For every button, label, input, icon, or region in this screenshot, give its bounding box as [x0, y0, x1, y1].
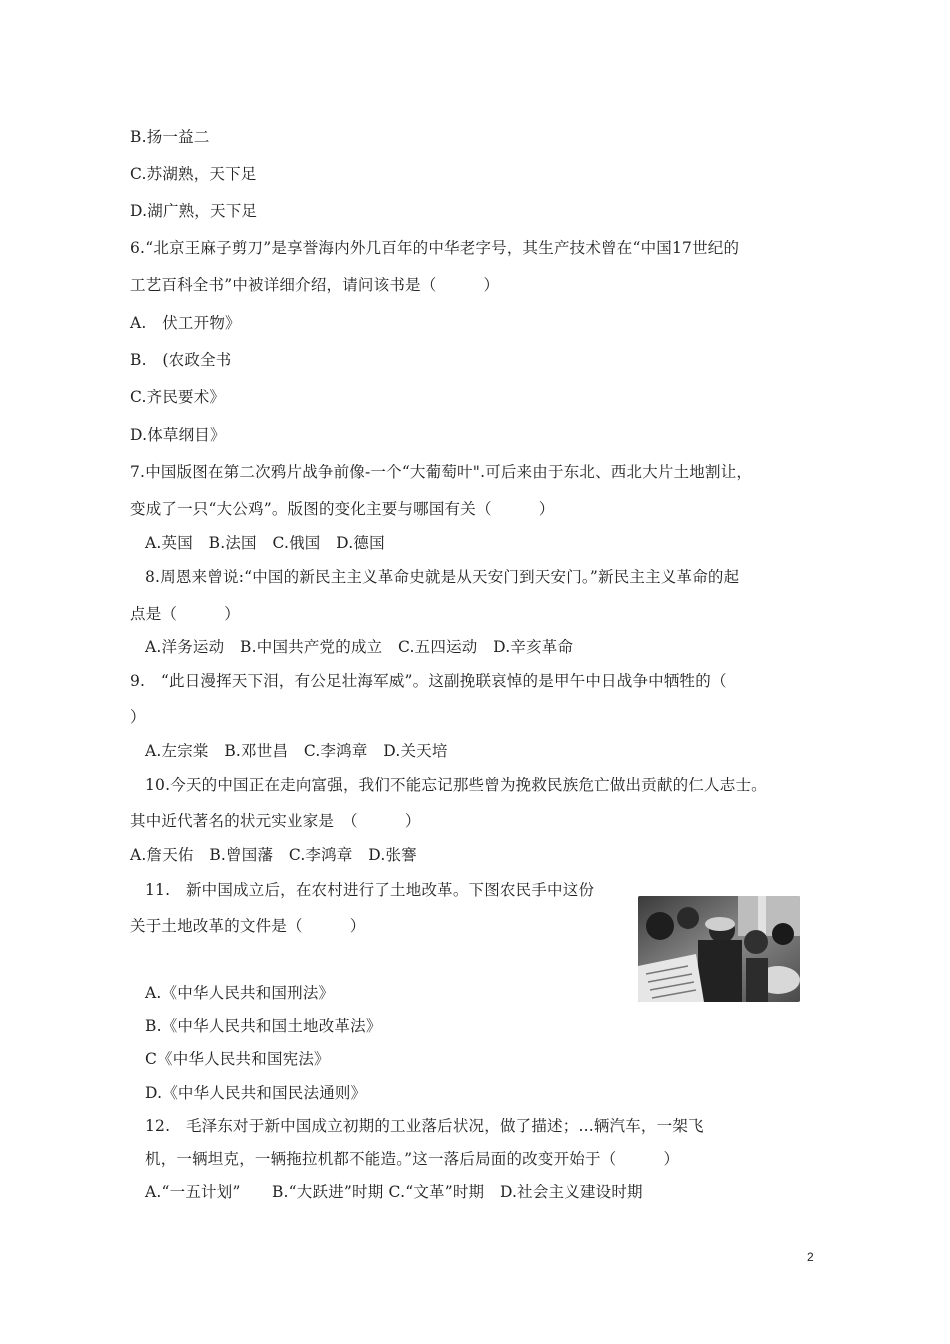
options-9: A.左宗棠 B.邓世昌 C.李鸿章 D.关天培 — [145, 742, 448, 760]
option-6d: D.体草纲目》 — [130, 426, 226, 444]
question-10-line-1: 10.今天的中国正在走向富强，我们不能忘记那些曾为挽救民族危亡做出贡献的仁人志士。 — [145, 776, 767, 794]
question-9-line-1: 9. “此日漫挥天下泪，有公足壮海军威”。这副挽联哀悼的是甲午中日战争中牺牲的（ — [130, 672, 727, 690]
option-6c: C.齐民要术》 — [130, 388, 226, 406]
question-9-line-2: ） — [130, 708, 146, 726]
option-5b: B.扬一益二 — [130, 128, 210, 146]
option-11a: A.《中华人民共和国刑法》 — [145, 984, 335, 1002]
question-8-line-1: 8.周恩来曾说:“中国的新民主主义革命史就是从天安门到天安门。”新民主主义革命的起 — [145, 568, 740, 586]
options-7: A.英国 B.法国 C.俄国 D.德国 — [145, 534, 385, 552]
options-10: A.詹天佑 B.曾国藩 C.李鸿章 D.张謇 — [130, 846, 417, 864]
option-11b: B.《中华人民共和国土地改革法》 — [145, 1017, 382, 1035]
question-11-line-1: 11. 新中国成立后，在农村进行了土地改革。下图农民手中这份 — [145, 881, 595, 899]
question-12-line-1: 12. 毛泽东对于新中国成立初期的工业落后状况，做了描述；...辆汽车，一架飞 — [145, 1117, 704, 1135]
option-6b: B. (农政全书 — [130, 351, 232, 369]
option-11c: C《中华人民共和国宪法》 — [145, 1050, 330, 1068]
question-7-line-1: 7.中国版图在第二次鸦片战争前像-一个“大葡萄叶".可后来由于东北、西北大片土地割让， — [130, 463, 753, 481]
options-12: A.“一五计划” B.“大跃进”时期 C.“文革”时期 D.社会主义建设时期 — [145, 1183, 643, 1201]
land-reform-photo — [638, 896, 800, 1002]
question-10-line-2: 其中近代著名的状元实业家是 （ ） — [130, 812, 421, 830]
option-6a: A. 伏工开物》 — [130, 314, 241, 332]
question-6-line-2: 工艺百科全书”中被详细介绍，请问该书是（ ） — [130, 276, 500, 294]
question-6-line-1: 6.“北京王麻子剪刀”是享誉海内外几百年的中华老字号，其生产技术曾在“中国17世纪的 — [130, 239, 740, 257]
option-11d: D.《中华人民共和国民法通则》 — [145, 1084, 367, 1102]
question-7-line-2: 变成了一只“大公鸡”。版图的变化主要与哪国有关（ ） — [130, 500, 555, 518]
option-5d: D.湖广熟，天下足 — [130, 202, 258, 220]
options-8: A.洋务运动 B.中国共产党的成立 C.五四运动 D.辛亥革命 — [145, 638, 574, 656]
question-12-line-2: 机，一辆坦克，一辆拖拉机都不能造。”这一落后局面的改变开始于（ ） — [145, 1150, 680, 1168]
page-number: 2 — [807, 1250, 814, 1264]
question-8-line-2: 点是（ ） — [130, 605, 240, 623]
question-11-line-2: 关于土地改革的文件是（ ） — [130, 917, 366, 935]
land-reform-photo-image — [638, 896, 800, 1002]
option-5c: C.苏湖熟，天下足 — [130, 165, 257, 183]
